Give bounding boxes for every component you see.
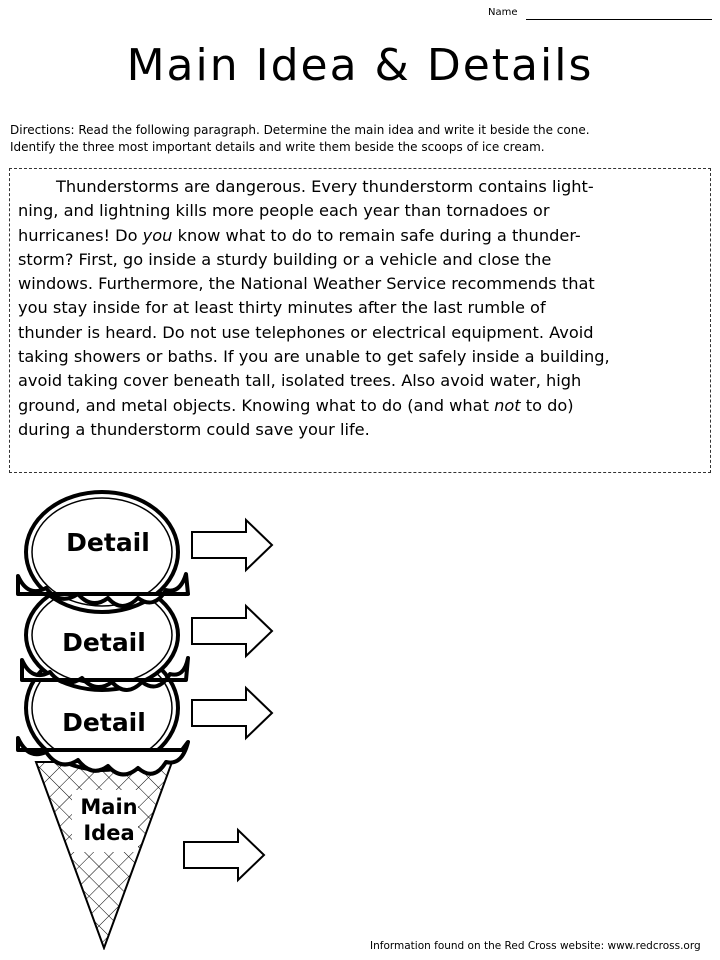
passage-text: ning, and lightning kills more people each year than tornadoes or: [18, 201, 550, 221]
passage-text: taking showers or baths. If you are unable to get safely inside a building,: [18, 347, 610, 367]
passage-line: [18, 248, 704, 272]
passage-text: storm? First, go inside a sturdy building or a vehicle and close the: [18, 249, 552, 269]
passage-text: ground, and metal objects. Knowing what to do (and what: [18, 395, 495, 415]
name-field[interactable]: [488, 6, 712, 22]
passage-line: [18, 321, 704, 345]
ice-cream-organizer: [0, 490, 300, 954]
passage-text: you stay inside for at least thirty minutes after the last rumble of: [18, 298, 546, 318]
main-idea-label-line: Main: [80, 795, 138, 819]
passage-text: to do): [520, 395, 574, 415]
passage-emphasis: not: [494, 395, 521, 415]
cone: [36, 762, 172, 948]
right-arrow-outline-icon: [192, 606, 272, 656]
passage-text: avoid taking cover beneath tall, isolated trees. Also avoid water, high: [18, 371, 582, 391]
right-arrow-outline-icon: [184, 830, 264, 880]
passage-line: [18, 175, 704, 199]
passage-text: windows. Furthermore, the National Weather Service recommends that: [18, 274, 595, 294]
right-arrow-outline-icon: [192, 688, 272, 738]
passage-emphasis: you: [142, 225, 173, 245]
passage-text: Thunderstorms are dangerous. Every thunderstorm contains light-: [56, 177, 594, 196]
passage-line: [18, 272, 704, 296]
detail-label: Detail: [62, 628, 146, 657]
passage-line: [18, 224, 704, 248]
passage-line: [18, 394, 704, 418]
name-underline[interactable]: [526, 19, 712, 20]
passage-line: [18, 296, 704, 320]
passage-line: [18, 345, 704, 369]
source-credit: Information found on the Red Cross website: www.redcross.org: [370, 940, 701, 952]
directions-line: Directions: Read the following paragraph. Determine the main idea and write it beside the cone.: [10, 123, 590, 137]
passage-text: know what to do to remain safe during a thunder-: [172, 225, 581, 245]
detail-label: Detail: [66, 528, 150, 557]
directions: [10, 122, 710, 156]
detail-label: Detail: [62, 708, 146, 737]
passage-text: during a thunderstorm could save your life.: [18, 419, 370, 439]
name-label: Name: [488, 7, 518, 18]
directions-line: Identify the three most important details and write them beside the scoops of ice cream.: [10, 140, 545, 154]
passage-line: [18, 369, 704, 393]
passage-text: hurricanes! Do: [18, 225, 143, 245]
passage-text: thunder is heard. Do not use telephones or electrical equipment. Avoid: [18, 322, 594, 342]
right-arrow-outline-icon: [192, 520, 272, 570]
main-idea-label: [72, 794, 146, 846]
passage-line: [18, 199, 704, 223]
passage-line: [18, 418, 704, 442]
page-title: Main Idea & Details: [126, 40, 594, 91]
main-idea-label-line: Idea: [83, 821, 135, 845]
reading-passage: [9, 168, 711, 473]
